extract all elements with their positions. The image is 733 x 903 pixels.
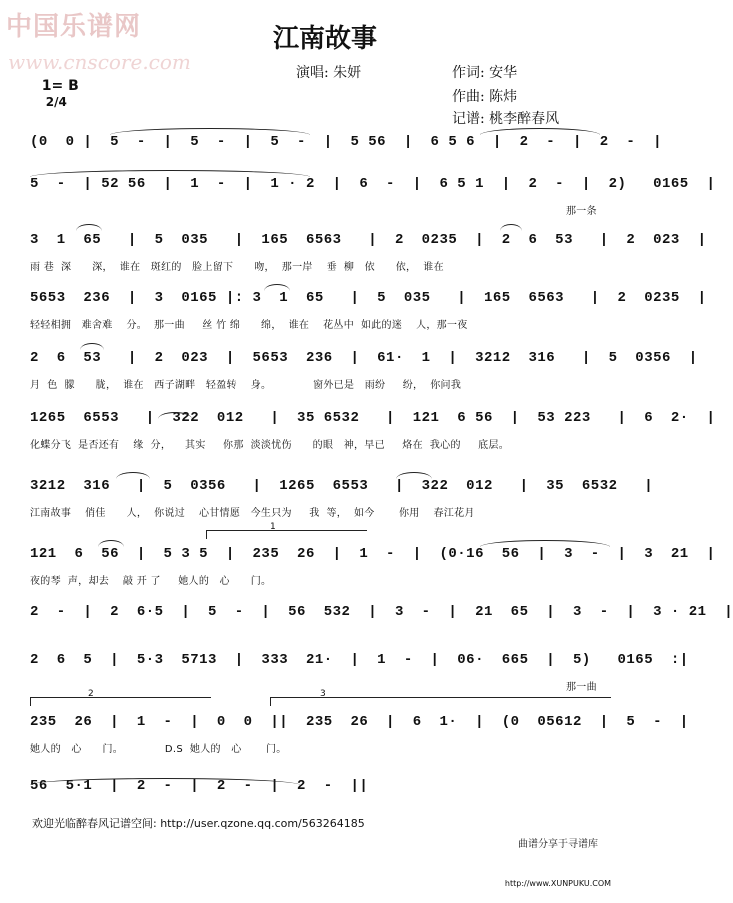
slur-arc (116, 472, 150, 479)
slur-arc (396, 472, 432, 479)
footer-link[interactable]: 欢迎光临醉春风记谱空间: http://user.qzone.qq.com/563264185 (32, 817, 365, 830)
score-line: 3 1 65 | 5 035 | 165 6563 | 2 0235 | 2 6 53 | 2 023 | (30, 232, 707, 248)
key-signature (32, 62, 79, 110)
lyric-line: 夜的琴 声，却去 敲 开 了 她人的 心 门。 (30, 576, 272, 587)
slur-arc (30, 778, 300, 785)
volta-number: 1 (270, 522, 276, 532)
volta-bracket-1 (206, 530, 367, 539)
score-line: 2 6 5 | 5·3 5713 | 333 21· | 1 - | 06· 665 | 5) 0165 :| (30, 652, 689, 668)
lyric-line: 江南故事 俏佳 人， 你说过 心甘情愿 今生只为 我 等， 如今 你用 春江花月 (30, 508, 475, 519)
composer-credit: 作曲: 陈炜 (452, 89, 518, 105)
score-line: 3212 316 | 5 0356 | 1265 6553 | 322 012 | 35 6532 | (30, 478, 654, 494)
watermark-url: www.cnscore.com (8, 50, 191, 74)
lyric-line: 轻轻相拥 难舍难 分。 那一曲 丝 竹 绵 绵， 谁在 花丛中 如此的迷 人，那一夜 (30, 320, 468, 331)
slur-arc (500, 224, 522, 231)
page-title: 江南故事 (272, 24, 377, 54)
slur-arc (30, 170, 310, 177)
lyric-line: 那一曲 (566, 682, 597, 693)
slur-arc (480, 540, 610, 547)
score-line: (0 0 | 5 - | 5 - | 5 - | 5 56 | 6 5 6 | 2 - | 2 - | (30, 134, 662, 150)
slur-arc (110, 128, 310, 135)
watermark-logo: 中国乐谱网 (6, 12, 142, 42)
slur-arc (264, 284, 290, 291)
key-label: 1= B (41, 78, 79, 94)
footer-source-line1: 曲谱分享于寻谱库 (518, 839, 598, 850)
footer-source (498, 812, 618, 903)
slur-arc (76, 224, 102, 231)
lyricist-credit: 作词: 安华 (452, 65, 518, 81)
slur-arc (80, 343, 104, 350)
singer-credit: 演唱: 朱妍 (296, 65, 362, 81)
transcriber-credit: 记谱: 桃李醉春风 (452, 111, 560, 127)
score-line: 5 - | 52 56 | 1 - | 1 · 2 | 6 - | 6 5 1 | 2 - | 2) 0165 | (30, 176, 716, 192)
lyric-line: 她人的 心 门。 D.S 她人的 心 门。 (30, 744, 287, 755)
volta-number: 3 (320, 689, 326, 699)
time-signature: 2/4 (45, 95, 67, 109)
score-line: 2 - | 2 6·5 | 5 - | 56 532 | 3 - | 21 65 | 3 - | 3 · 21 | (30, 604, 733, 620)
score-line: 235 26 | 1 - | 0 0 || 235 26 | 6 1· | (0 05612 | 5 - | (30, 714, 689, 730)
lyric-line: 月 色 朦 胧， 谁在 西子湖畔 轻盈转 身。 窗外已是 雨纷 纷， 你问我 (30, 380, 462, 391)
score-line: 121 6 56 | 5 3 5 | 235 26 | 1 - | (0·16 56 | 3 - | 3 21 | (30, 546, 716, 562)
lyric-line: 化蝶分飞 是否还有 缘 分， 其实 你那 淡淡忧伤 的眼 神，早已 烙在 我心的 底层。 (30, 440, 510, 451)
score-line: 5653 236 | 3 0165 |: 3 1 65 | 5 035 | 165 6563 | 2 0235 | (30, 290, 707, 306)
volta-bracket-2 (30, 697, 211, 706)
score-line: 1265 6553 | 322 012 | 35 6532 | 121 6 56 | 53 223 | 6 2· | (30, 410, 716, 426)
score-line: 2 6 53 | 2 023 | 5653 236 | 61· 1 | 3212 316 | 5 0356 | (30, 350, 698, 366)
lyric-line: 那一条 (566, 206, 597, 217)
lyric-line: 雨 巷 深 深， 谁在 斑红的 脸上留下 吻， 那一岸 垂 柳 依 依， 谁在 (30, 262, 444, 273)
score-line: 56 5·1 | 2 - | 2 - | 2 - || (30, 778, 369, 794)
footer-source-url[interactable]: http://www.XUNPUKU.COM (504, 879, 612, 888)
slur-arc (98, 540, 124, 547)
slur-arc (480, 128, 600, 135)
volta-number: 2 (88, 689, 94, 699)
slur-arc (158, 412, 192, 419)
